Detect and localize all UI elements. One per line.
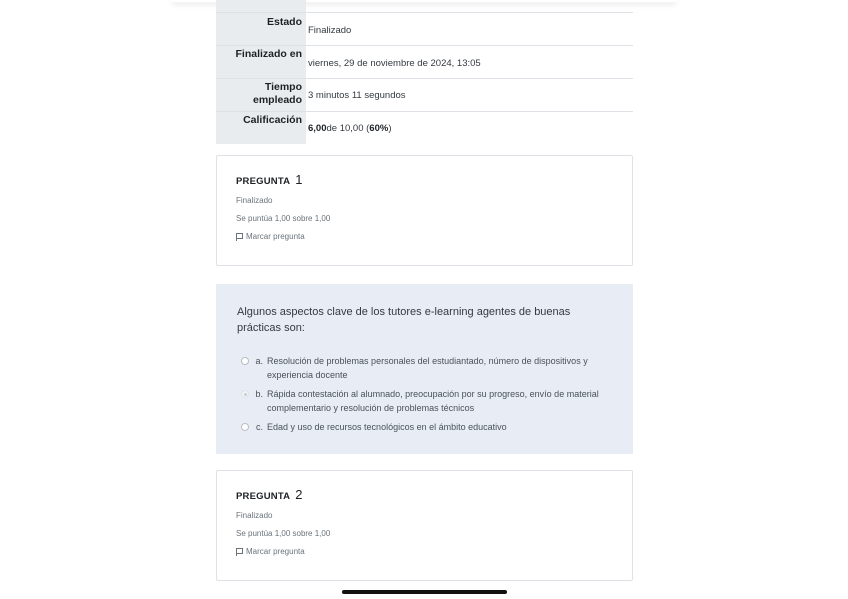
question-number: 1 xyxy=(295,172,303,187)
radio-button[interactable] xyxy=(241,423,249,431)
answer-list xyxy=(237,354,613,434)
grade-percent: 60% xyxy=(369,123,389,134)
summary-row-finalizado-en xyxy=(216,46,633,79)
summary-row-calificacion xyxy=(216,112,633,144)
question-mark: Se puntúa 1,00 sobre 1,00 xyxy=(236,529,331,538)
summary-value-finalizado-en: viernes, 29 de noviembre de 2024, 13:05 xyxy=(308,58,481,69)
question-mark: Se puntúa 1,00 sobre 1,00 xyxy=(236,214,331,223)
grade-score: 6,00 xyxy=(308,123,327,134)
question-number: 2 xyxy=(295,487,303,502)
flag-icon xyxy=(236,233,243,241)
question-text: Algunos aspectos clave de los tutores e-learning agentes de buenas prácticas son: xyxy=(237,306,571,334)
answer-text: Edad y uso de recursos tecnológicos en el ámbito educativo xyxy=(267,422,507,432)
question-info-2 xyxy=(216,470,633,581)
answer-letter: a. xyxy=(255,356,263,366)
summary-label-tiempo: Tiempo empleado xyxy=(216,79,306,111)
radio-button[interactable] xyxy=(241,357,249,365)
home-indicator[interactable] xyxy=(342,590,507,594)
question-state: Finalizado xyxy=(236,511,273,520)
radio-button-checked[interactable] xyxy=(241,390,249,398)
summary-value-calificacion xyxy=(306,112,633,144)
answer-option-c[interactable] xyxy=(237,420,613,434)
question-content-1 xyxy=(216,284,633,454)
summary-label-estado: Estado xyxy=(216,13,306,45)
quiz-summary-table xyxy=(216,0,633,144)
question-title xyxy=(236,487,632,502)
question-info-1 xyxy=(216,155,633,266)
summary-row-estado xyxy=(216,13,633,46)
grade-close: ) xyxy=(388,123,392,134)
answer-text: Resolución de problemas personales del estudiantado, número de dispositivos y experiencia docente xyxy=(267,356,588,380)
answer-text: Rápida contestación al alumnado, preocupación por su progreso, envío de material complementario y resolución de problemas técnicos xyxy=(267,389,599,413)
answer-letter: b. xyxy=(255,389,263,399)
answer-option-b[interactable] xyxy=(237,387,613,415)
summary-label-finalizado-en: Finalizado en xyxy=(216,46,306,78)
answer-option-a[interactable] xyxy=(237,354,613,382)
summary-value xyxy=(306,0,633,12)
summary-row-tiempo xyxy=(216,79,633,112)
answer-letter: c. xyxy=(255,422,263,432)
flag-icon xyxy=(236,548,243,556)
question-heading: PREGUNTA xyxy=(236,491,291,502)
question-state: Finalizado xyxy=(236,196,273,205)
summary-row-hidden xyxy=(216,0,633,13)
flag-question-label: Marcar pregunta xyxy=(246,232,305,241)
flag-question-label: Marcar pregunta xyxy=(246,547,305,556)
question-title xyxy=(236,172,632,187)
summary-label-calificacion: Calificación xyxy=(216,112,306,144)
summary-label xyxy=(216,0,306,12)
flag-question-link[interactable] xyxy=(236,547,632,556)
question-heading: PREGUNTA xyxy=(236,176,291,187)
summary-value-tiempo: 3 minutos 11 segundos xyxy=(308,90,406,101)
flag-question-link[interactable] xyxy=(236,232,632,241)
summary-value-estado: Finalizado xyxy=(308,25,352,36)
grade-out-of: de 10,00 ( xyxy=(326,123,370,134)
